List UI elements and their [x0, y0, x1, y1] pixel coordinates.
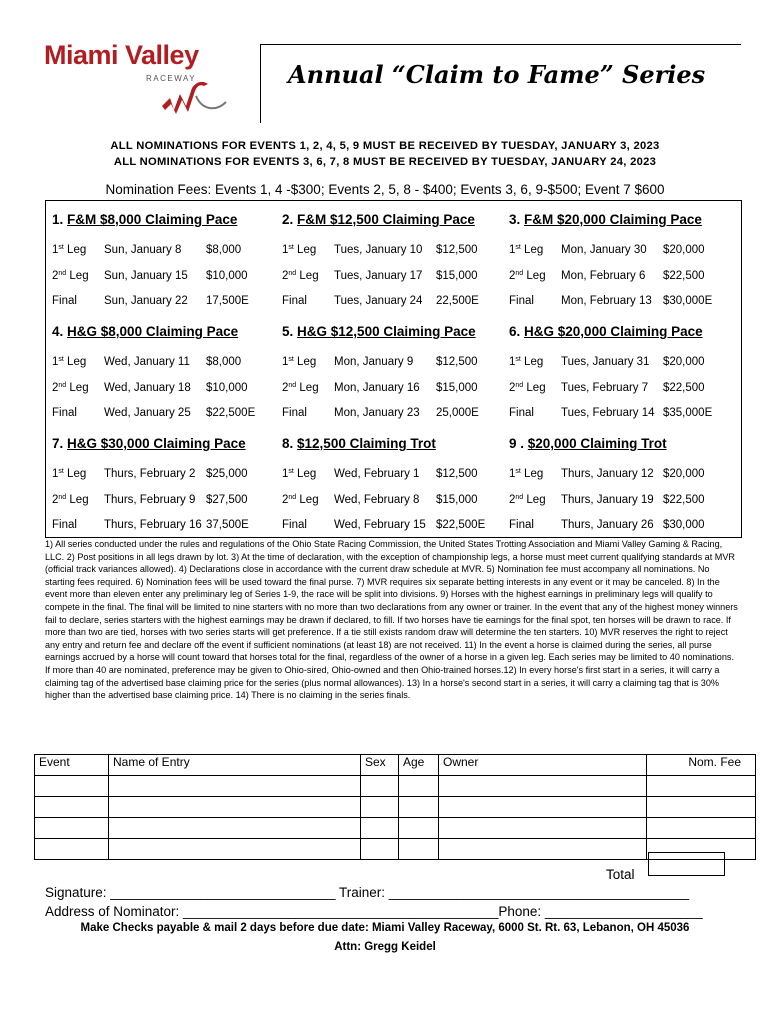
header-event: Event	[35, 755, 109, 776]
series-block	[503, 425, 734, 537]
fee-cell[interactable]	[647, 776, 756, 797]
leg-purse: $25,000	[206, 468, 248, 480]
series-block	[276, 313, 507, 425]
leg-purse: $8,000	[206, 356, 242, 368]
rules-text: 1) All series conducted under the rules and regulations of the Ohio State Racing Commission, the United States Trotting Association and Miami Valley Gaming & Racing, LLC. 2) Post positions in all legs drawn by lot. 3) At the time of declaration, with the exception of championship legs, a horse must meet current qualifying standards at MVR (official track variances allowed). 4) Declarations close in accordance with the current draw schedule at MVR. 5) Nomination fee must accompany all nominations. No starting fees required. 6) Nomination fees will be used toward the final purse. 7) MVR requires six separate betting interests in any event or it may be canceled. 8) In the event more than eleven enter any preliminary leg of Series 1-9, the race will be split into divisions. 9) Horses with the highest earnings in preliminary legs will qualify to compete in the final. The final will be limited to nine starters with no more than two declarations from any owner or trainer. In the event that any of the highest money winners fail to declare, series starters with the highest earnings may be drawn if declared, to fill. If two horses have tie earnings for the final spot, ten horses will be drawn to race. If more than two are tied, horses with two series starts will get preference. If a tie still exists random draw will determine the ten starters. 10) MVR reserves the right to reject any entry and return fee and declare off the event if sufficient nominations (at least 18) are not received. 11) In the event a horse is claimed during the series, all purse earnings accrued by a horse will count toward that horses total for the final, regardless of the owner of a horse in a given leg. Each series may be limited to 40 nominations. If more than 40 are nominated, preference may be given to Ohio-sired, Ohio-owned and then Ohio-trained horses.12) In every horse's first start in a series, it will carry a claiming tag of the advertised base claiming price for the series (plus normal allowances). 13) In a horse's second start in a series, it will carry a claiming tag that is 30% higher than the advertised base claiming price. 14) There is no claiming in the series finals.	[45, 539, 738, 701]
series-number: 3.	[509, 212, 521, 227]
leg-date: Wed, February 15	[334, 519, 426, 531]
series-grid	[45, 200, 742, 538]
swoosh-icon	[160, 76, 230, 118]
nomination-fees: Nomination Fees: Events 1, 4 -$300; Events 2, 5, 8 - $400; Events 3, 6, 9-$500; Event 7 $600	[105, 182, 665, 197]
leg-label: Final	[282, 407, 307, 419]
leg-label: Final	[509, 407, 534, 419]
entry-table	[34, 754, 756, 860]
age-cell[interactable]	[399, 797, 439, 818]
leg-label: Final	[52, 407, 77, 419]
series-block	[276, 201, 507, 313]
leg-date: Mon, February 6	[561, 270, 646, 282]
signature-trainer-line[interactable]: Signature: ______________________________ Trainer: ________________________________________	[45, 885, 690, 900]
entry-name-cell[interactable]	[109, 776, 361, 797]
mail-instructions: Make Checks payable & mail 2 days before due date: Miami Valley Raceway, 6000 St. Rt. 63, Lebanon, OH 45036	[80, 922, 690, 934]
series-heading	[282, 324, 476, 339]
series-name: H&G $8,000 Claiming Pace	[67, 324, 239, 339]
leg-date: Thurs, January 26	[561, 519, 654, 531]
series-number: 5.	[282, 324, 294, 339]
leg-label: 1st Leg	[52, 356, 87, 368]
leg-date: Thurs, January 12	[561, 468, 654, 480]
series-block	[46, 313, 277, 425]
header-age: Age	[399, 755, 439, 776]
series-name: F&M $20,000 Claiming Pace	[524, 212, 702, 227]
series-name: $20,000 Claiming Trot	[527, 436, 667, 451]
leg-label: 2nd Leg	[509, 494, 546, 506]
deadline-line-2: ALL NOMINATIONS FOR EVENTS 3, 6, 7, 8 MUST BE RECEIVED BY TUESDAY, JANUARY 24, 2023	[113, 156, 657, 168]
entry-name-cell[interactable]	[109, 797, 361, 818]
series-number: 4.	[52, 324, 64, 339]
leg-date: Tues, January 24	[334, 295, 423, 307]
leg-label: 2nd Leg	[509, 270, 546, 282]
series-block	[503, 313, 734, 425]
leg-purse: $20,000	[663, 468, 705, 480]
logo-subtitle: RACEWAY	[146, 74, 197, 83]
leg-purse: $22,500	[663, 382, 705, 394]
leg-label: 1st Leg	[509, 468, 544, 480]
leg-date: Tues, January 17	[334, 270, 423, 282]
leg-purse: $27,500	[206, 494, 248, 506]
leg-purse: $12,500	[436, 468, 478, 480]
deadline-line-1: ALL NOMINATIONS FOR EVENTS 1, 2, 4, 5, 9 MUST BE RECEIVED BY TUESDAY, JANUARY 3, 2023	[110, 140, 660, 152]
leg-label: 2nd Leg	[282, 494, 319, 506]
owner-cell[interactable]	[439, 818, 647, 839]
leg-date: Wed, January 11	[104, 356, 190, 368]
series-heading	[509, 324, 703, 339]
table-row[interactable]	[35, 818, 756, 839]
leg-date: Mon, January 16	[334, 382, 420, 394]
leg-label: Final	[282, 519, 307, 531]
series-heading	[509, 212, 702, 227]
leg-label: 1st Leg	[509, 244, 544, 256]
leg-purse: $35,000E	[663, 407, 713, 419]
miami-valley-logo	[42, 38, 232, 118]
series-block	[276, 425, 507, 537]
leg-label: 2nd Leg	[52, 494, 89, 506]
leg-purse: 37,500E	[206, 519, 249, 531]
leg-date: Wed, February 1	[334, 468, 420, 480]
fee-cell[interactable]	[647, 818, 756, 839]
leg-label: Final	[52, 519, 77, 531]
leg-date: Tues, January 31	[561, 356, 650, 368]
leg-label: 1st Leg	[509, 356, 544, 368]
header-owner: Owner	[439, 755, 647, 776]
series-block	[46, 201, 277, 313]
leg-label: 2nd Leg	[282, 382, 319, 394]
leg-label: 1st Leg	[282, 468, 317, 480]
header-nom-fee: Nom. Fee	[647, 755, 756, 776]
leg-purse: $22,500E	[206, 407, 256, 419]
series-number: 9 .	[509, 436, 525, 451]
series-number: 8.	[282, 436, 294, 451]
leg-label: Final	[509, 295, 534, 307]
series-heading	[509, 436, 667, 451]
leg-date: Wed, January 18	[104, 382, 191, 394]
age-cell[interactable]	[399, 776, 439, 797]
series-name: F&M $8,000 Claiming Pace	[67, 212, 238, 227]
leg-date: Mon, January 9	[334, 356, 414, 368]
event-cell[interactable]	[35, 776, 109, 797]
series-name: H&G $12,500 Claiming Pace	[297, 324, 476, 339]
leg-label: 2nd Leg	[52, 382, 89, 394]
leg-date: Sun, January 8	[104, 244, 182, 256]
header-sex: Sex	[361, 755, 399, 776]
series-block	[46, 425, 277, 537]
leg-date: Sun, January 22	[104, 295, 188, 307]
series-heading	[282, 436, 436, 451]
leg-label: 1st Leg	[282, 244, 317, 256]
leg-purse: 22,500E	[436, 295, 479, 307]
leg-purse: $12,500	[436, 244, 478, 256]
leg-date: Tues, February 7	[561, 382, 649, 394]
attention-line: Attn: Gregg Keidel	[334, 941, 436, 953]
total-label: Total	[606, 867, 635, 882]
sex-cell[interactable]	[361, 818, 399, 839]
leg-date: Thurs, February 2	[104, 468, 196, 480]
leg-purse: 25,000E	[436, 407, 479, 419]
leg-purse: $20,000	[663, 356, 705, 368]
leg-purse: 17,500E	[206, 295, 249, 307]
leg-label: Final	[509, 519, 534, 531]
owner-cell[interactable]	[439, 776, 647, 797]
leg-label: 1st Leg	[282, 356, 317, 368]
leg-purse: $30,000	[663, 519, 705, 531]
leg-label: Final	[52, 295, 77, 307]
fee-cell[interactable]	[647, 797, 756, 818]
leg-date: Wed, January 25	[104, 407, 191, 419]
leg-label: Final	[282, 295, 307, 307]
leg-date: Thurs, January 19	[561, 494, 654, 506]
entry-name-cell[interactable]	[109, 818, 361, 839]
owner-cell[interactable]	[439, 839, 647, 860]
leg-purse: $10,000	[206, 270, 248, 282]
total-field[interactable]	[648, 852, 725, 876]
series-number: 7.	[52, 436, 64, 451]
leg-purse: $15,000	[436, 494, 478, 506]
series-number: 2.	[282, 212, 294, 227]
age-cell[interactable]	[399, 818, 439, 839]
leg-label: 1st Leg	[52, 468, 87, 480]
leg-label: 2nd Leg	[509, 382, 546, 394]
owner-cell[interactable]	[439, 797, 647, 818]
series-heading	[52, 324, 238, 339]
leg-purse: $12,500	[436, 356, 478, 368]
leg-label: 2nd Leg	[282, 270, 319, 282]
series-heading	[52, 436, 246, 451]
entry-table-header	[35, 755, 756, 776]
leg-date: Mon, January 23	[334, 407, 420, 419]
leg-date: Thurs, February 9	[104, 494, 196, 506]
leg-purse: $15,000	[436, 270, 478, 282]
leg-date: Wed, February 8	[334, 494, 420, 506]
leg-date: Sun, January 15	[104, 270, 188, 282]
series-name: H&G $30,000 Claiming Pace	[67, 436, 246, 451]
event-cell[interactable]	[35, 797, 109, 818]
address-phone-line[interactable]: Address of Nominator: __________________________________________Phone: _____________________	[45, 904, 703, 919]
sex-cell[interactable]	[361, 797, 399, 818]
series-block	[503, 201, 734, 313]
leg-date: Mon, January 30	[561, 244, 647, 256]
event-cell[interactable]	[35, 839, 109, 860]
sex-cell[interactable]	[361, 839, 399, 860]
series-name: $12,500 Claiming Trot	[297, 436, 436, 451]
leg-purse: $22,500	[663, 494, 705, 506]
leg-purse: $22,500	[663, 270, 705, 282]
leg-purse: $20,000	[663, 244, 705, 256]
table-row[interactable]	[35, 797, 756, 818]
leg-purse: $15,000	[436, 382, 478, 394]
leg-purse: $30,000E	[663, 295, 713, 307]
leg-date: Mon, February 13	[561, 295, 652, 307]
entry-name-cell[interactable]	[109, 839, 361, 860]
leg-date: Thurs, February 16	[104, 519, 202, 531]
sex-cell[interactable]	[361, 776, 399, 797]
leg-date: Tues, February 14	[561, 407, 655, 419]
header-name-of-entry: Name of Entry	[109, 755, 361, 776]
leg-label: 1st Leg	[52, 244, 87, 256]
logo-name: Miami Valley	[44, 40, 199, 70]
series-number: 1.	[52, 212, 64, 227]
page-title: Annual “Claim to Fame” Series	[288, 60, 706, 89]
leg-date: Tues, January 10	[334, 244, 423, 256]
series-number: 6.	[509, 324, 521, 339]
leg-purse: $8,000	[206, 244, 242, 256]
series-heading	[52, 212, 237, 227]
event-cell[interactable]	[35, 818, 109, 839]
series-heading	[282, 212, 475, 227]
table-row[interactable]	[35, 776, 756, 797]
leg-purse: $10,000	[206, 382, 248, 394]
series-name: H&G $20,000 Claiming Pace	[524, 324, 703, 339]
age-cell[interactable]	[399, 839, 439, 860]
leg-purse: $22,500E	[436, 519, 486, 531]
leg-label: 2nd Leg	[52, 270, 89, 282]
series-name: F&M $12,500 Claiming Pace	[297, 212, 475, 227]
